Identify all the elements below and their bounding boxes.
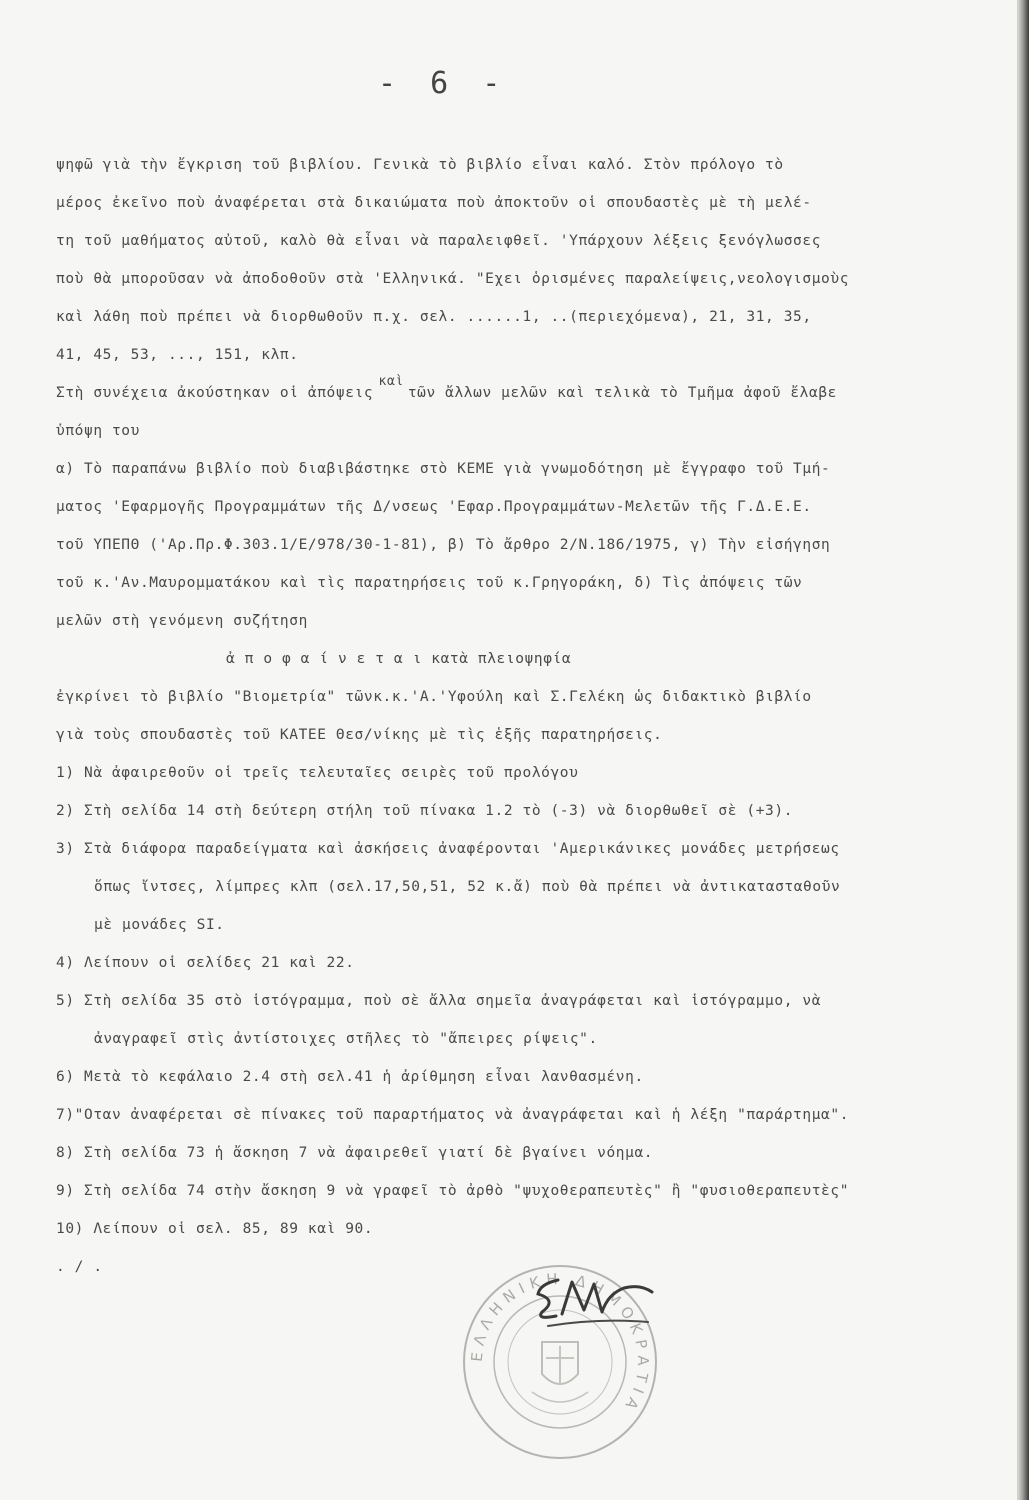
list-item: 8) Στὴ σελίδα 73 ἡ ἄσκηση 7 νὰ ἀφαιρεθεῖ γιατί δὲ βγαίνει νόημα. xyxy=(56,1145,654,1161)
inserted-word: καὶ xyxy=(378,374,404,389)
text-line: μέρος ἐκεῖνο ποὺ ἀναφέρεται στὰ δικαιώματα ποὺ ἀποκτοῦν οἱ σπουδαστὲς μὲ τὴ μελέ- xyxy=(56,195,812,211)
list-item: 5) Στὴ σελίδα 35 στὸ ἱστόγραμμα, ποὺ σὲ ἄλλα σημεῖα ἀναγράφεται καὶ ἱστόγραμμο, νὰ xyxy=(56,993,822,1009)
seal-text: ΕΛΛΗΝΙΚΗ ΔΗΜΟΚΡΑΤΙΑ xyxy=(467,1269,653,1418)
text-line: ματος 'Εφαρμογῆς Προγραμμάτων τῆς Δ/νσεως 'Εφαρ.Προγραμμάτων-Μελετῶν τῆς Γ.Δ.Ε.Ε. xyxy=(56,499,812,515)
text-line: α) Τὸ παραπάνω βιβλίο ποὺ διαβιβάστηκε στὸ ΚΕΜΕ γιὰ γνωμοδότηση μὲ ἔγγραφο τοῦ Τμή- xyxy=(56,461,831,477)
document-body xyxy=(56,146,1006,1286)
list-item: 3) Στὰ διάφορα παραδείγματα καὶ ἀσκήσεις ἀναφέρονται 'Αμερικάνικες μονάδες μετρήσεως xyxy=(56,841,840,857)
list-item: 2) Στὴ σελίδα 14 στὴ δεύτερη στήλη τοῦ πίνακα 1.2 τὸ (-3) νὰ διορθωθεῖ σὲ (+3). xyxy=(56,803,794,819)
text-line: τη τοῦ μαθήματος αὐτοῦ, καλὸ θὰ εἶναι νὰ παραλειφθεῖ. 'Υπάρχουν λέξεις ξενόγλωσσες xyxy=(56,233,822,249)
list-item: 7)"Οταν ἀναφέρεται σὲ πίνακες τοῦ παραρτήματος νὰ ἀναγράφεται καὶ ἡ λέξη "παράρτημα". xyxy=(56,1107,850,1123)
closing-mark: . / . xyxy=(56,1259,103,1275)
text-fragment: τῶν ἄλλων μελῶν καὶ τελικὰ τὸ Τμῆμα ἀφοῦ ἔλαβε xyxy=(407,385,837,401)
page-edge xyxy=(1018,0,1029,1500)
list-item: 1) Νὰ ἀφαιρεθοῦν οἱ τρεῖς τελευταῖες σειρὲς τοῦ προλόγου xyxy=(56,765,579,781)
text-line: ὑπόψη του xyxy=(56,423,140,439)
text-line: καὶ λάθη ποὺ πρέπει νὰ διορθωθοῦν π.χ. σελ. ......1, ..(περιεχόμενα), 21, 31, 35, xyxy=(56,309,812,325)
signature xyxy=(528,1270,658,1340)
decision-heading: ἀ π ο φ α ί ν ε τ α ι κατὰ πλειοψηφία xyxy=(226,651,572,667)
text-line: ποὺ θὰ μποροῦσαν νὰ ἀποδοθοῦν στὰ 'Ελληνικά. "Εχει ὁρισμένες παραλείψεις,νεολογισμοὺς xyxy=(56,271,850,287)
list-item: 6) Μετὰ τὸ κεφάλαιο 2.4 στὴ σελ.41 ἡ ἀρίθμηση εἶναι λανθασμένη. xyxy=(56,1069,644,1085)
list-item-continuation: ὅπως ἴντσες, λίμπρες κλπ (σελ.17,50,51, 52 κ.ἄ) ποὺ θὰ πρέπει νὰ ἀντικατασταθοῦν xyxy=(94,879,841,895)
list-item: 4) Λείπουν οἱ σελίδες 21 καὶ 22. xyxy=(56,955,355,971)
text-line: ἐγκρίνει τὸ βιβλίο "Βιομετρία" τῶνκ.κ.'Α.'Υφούλη καὶ Σ.Γελέκη ὡς διδακτικὸ βιβλίο xyxy=(56,689,812,705)
text-line: τοῦ ΥΠΕΠΘ ('Αρ.Πρ.Φ.303.1/Ε/978/30-1-81), β) Τὸ ἄρθρο 2/Ν.186/1975, γ) Τὴν εἰσήγηση xyxy=(56,537,831,553)
text-line: γιὰ τοὺς σπουδαστὲς τοῦ ΚΑΤΕΕ Θεσ/νίκης μὲ τὶς ἑξῆς παρατηρήσεις. xyxy=(56,727,663,743)
page-number: - 6 - xyxy=(378,66,509,101)
list-item-continuation: μὲ μονάδες SI. xyxy=(94,917,225,933)
text-line: τοῦ κ.'Αν.Μαυρομματάκου καὶ τὶς παρατηρήσεις τοῦ κ.Γρηγοράκη, δ) Τὶς ἀπόψεις τῶν xyxy=(56,575,803,591)
text-fragment: Στὴ συνέχεια ἀκούστηκαν οἱ ἀπόψεις xyxy=(56,385,383,401)
list-item-continuation: ἀναγραφεῖ στὶς ἀντίστοιχες στῆλες τὸ "ἄπειρες ρίψεις". xyxy=(94,1031,598,1047)
text-line: μελῶν στὴ γενόμενη συζήτηση xyxy=(56,613,308,629)
text-line-with-insertion xyxy=(56,374,1006,412)
list-item: 10) Λείπουν οἱ σελ. 85, 89 καὶ 90. xyxy=(56,1221,374,1237)
list-item: 9) Στὴ σελίδα 74 στὴν ἄσκηση 9 νὰ γραφεῖ τὸ ἀρθὸ "ψυχοθεραπευτὲς" ἢ "φυσιοθεραπευτὲς" xyxy=(56,1183,850,1199)
text-line: ψηφῶ γιὰ τὴν ἔγκριση τοῦ βιβλίου. Γενικὰ τὸ βιβλίο εἶναι καλό. Στὸν πρόλογο τὸ xyxy=(56,157,784,173)
text-line: 41, 45, 53, ..., 151, κλπ. xyxy=(56,347,299,363)
